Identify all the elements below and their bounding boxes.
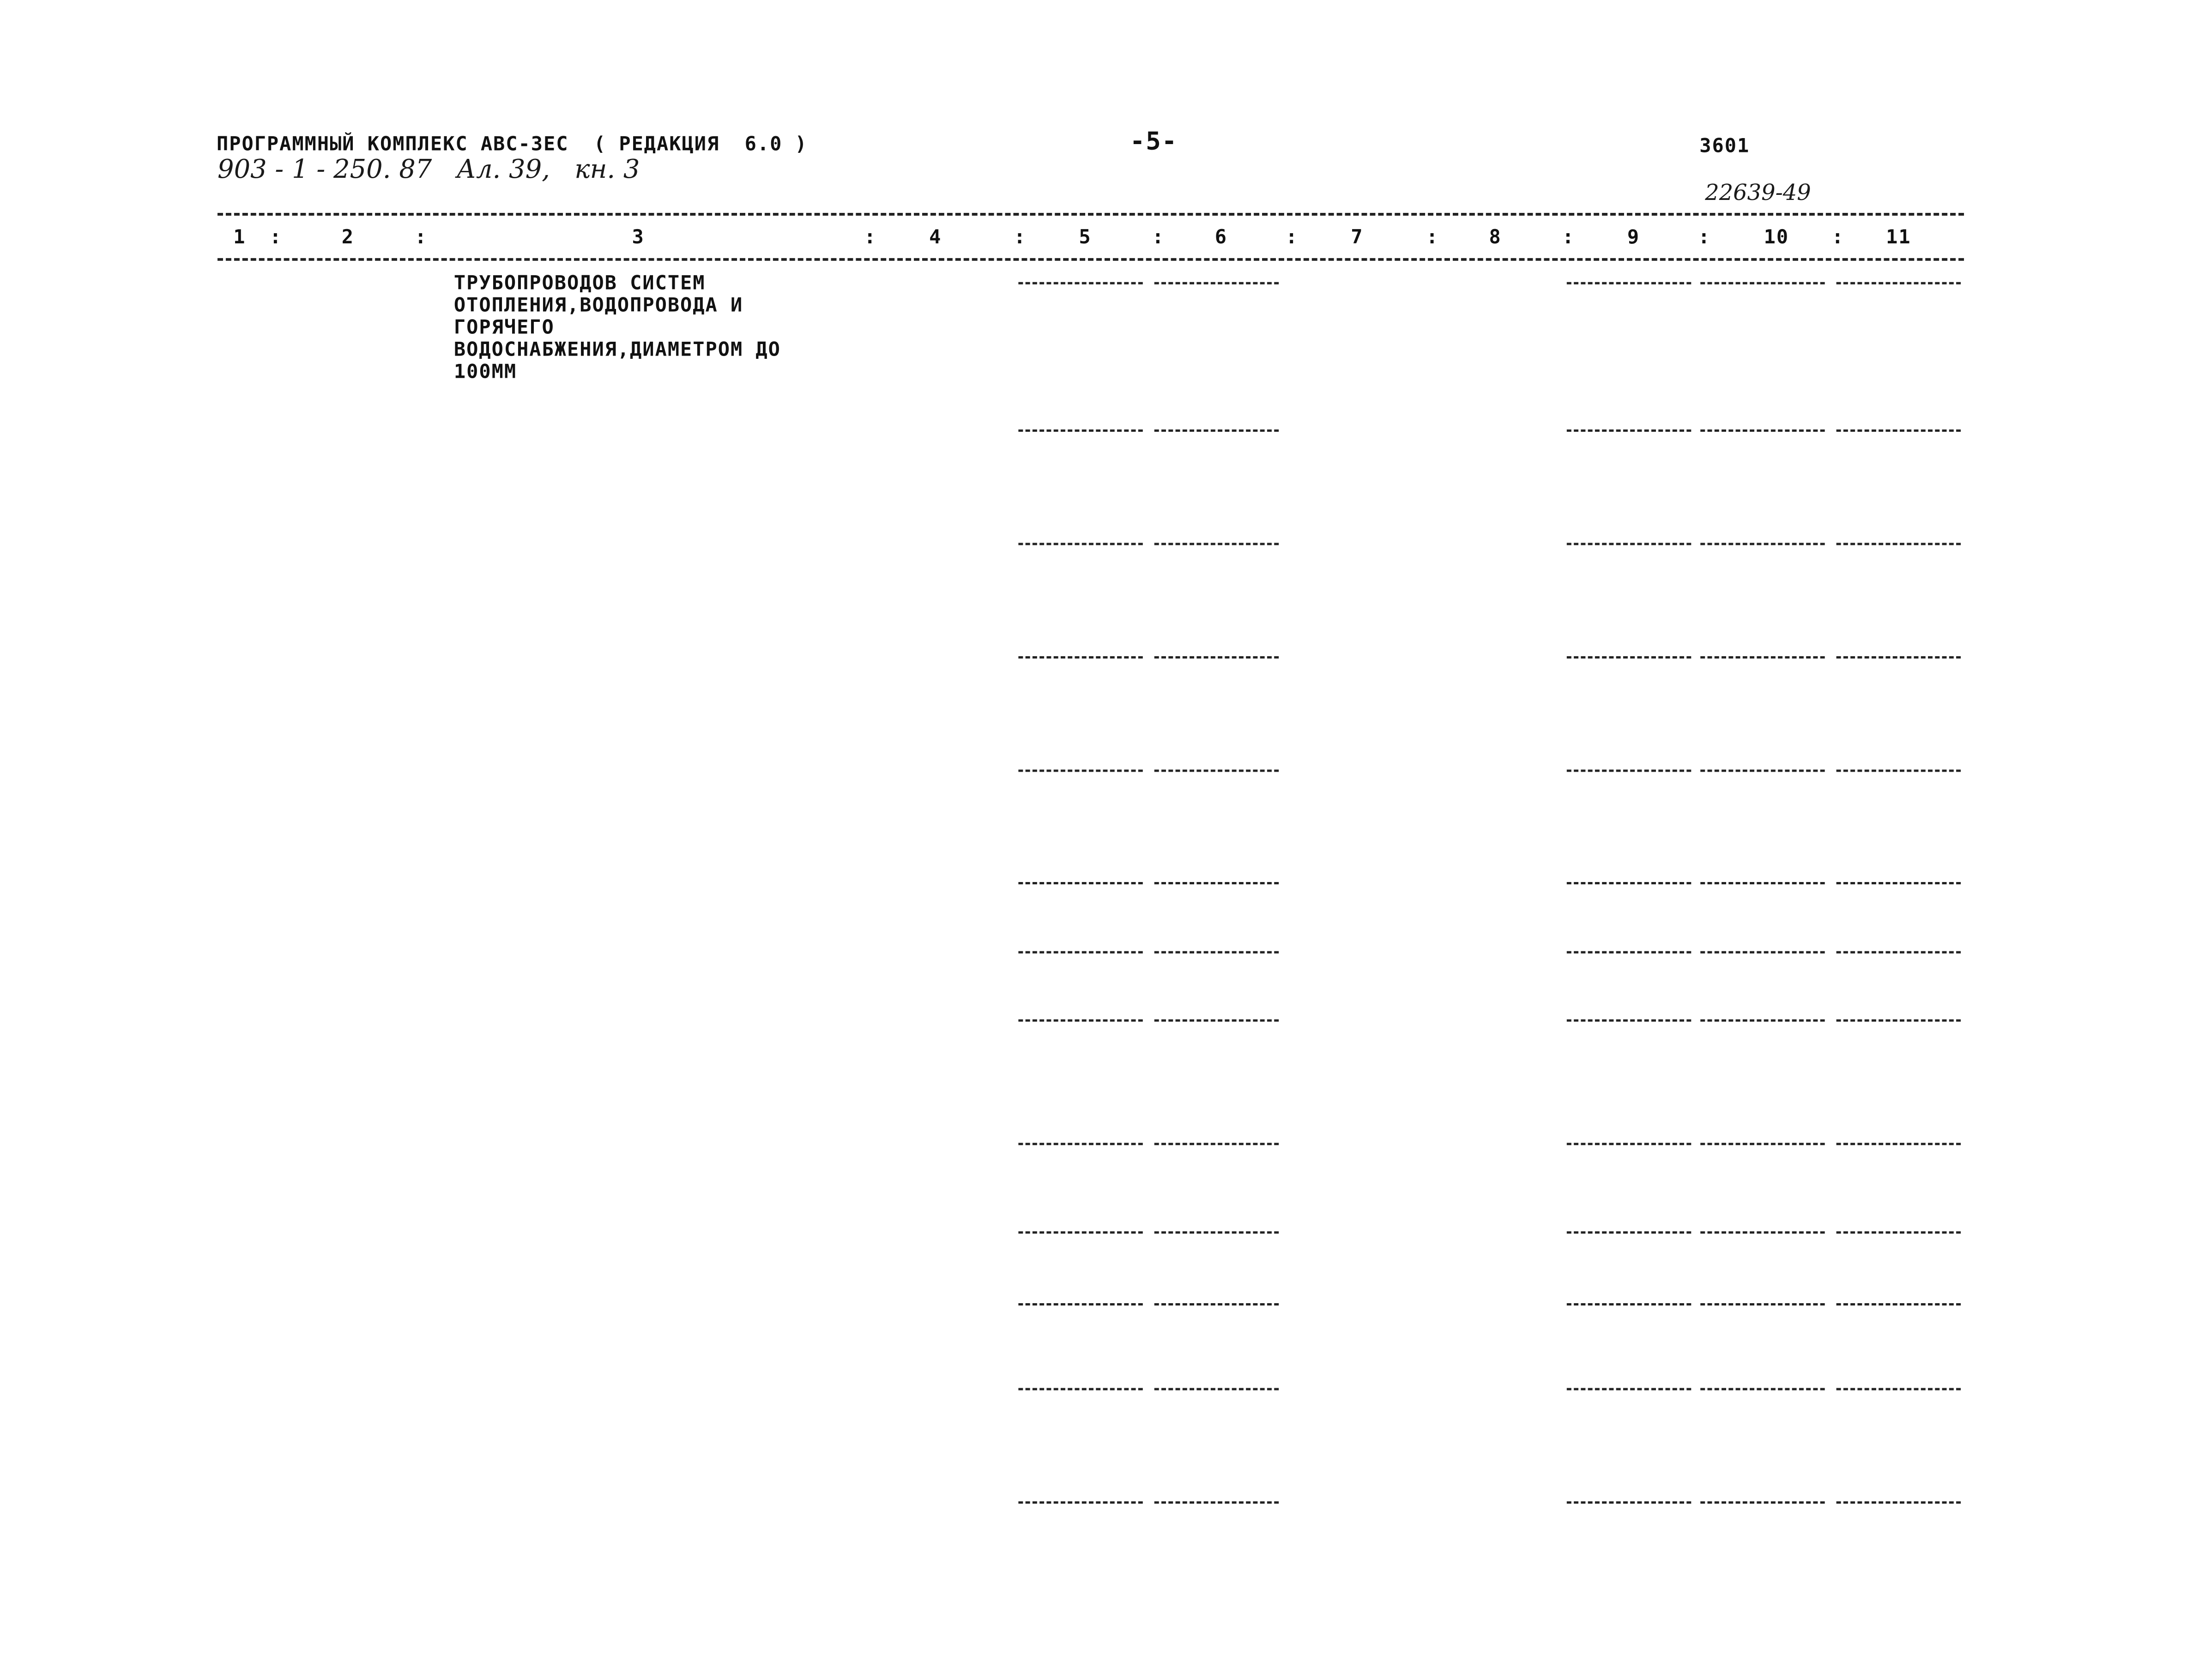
value-divider — [1700, 656, 1824, 659]
value-divider — [1018, 1303, 1142, 1305]
column-separator: : — [1426, 225, 1439, 248]
column-number: 8 — [1489, 225, 1502, 248]
value-divider — [1018, 1388, 1142, 1390]
value-divider — [1837, 656, 1961, 659]
value-divider — [1154, 543, 1279, 545]
column-number: 3 — [632, 225, 645, 248]
document-code: 3601 — [1699, 134, 1750, 157]
program-title: ПРОГРАММНЫЙ КОМПЛЕКС АВС-3ЕС ( РЕДАКЦИЯ 6.0 ) — [217, 132, 808, 155]
value-divider — [1154, 1303, 1279, 1305]
value-divider — [1700, 543, 1824, 545]
value-divider — [1154, 882, 1279, 884]
value-divider — [1700, 882, 1824, 884]
value-divider — [1018, 951, 1142, 954]
value-divider — [1567, 429, 1691, 432]
value-divider — [1567, 1231, 1691, 1233]
value-divider — [1018, 1143, 1142, 1145]
description-line: ТРУБОПРОВОДОВ СИСТЕМ — [453, 271, 706, 294]
page-number: -5- — [1130, 126, 1178, 156]
value-divider — [1154, 951, 1279, 954]
value-divider — [1837, 1143, 1961, 1145]
description-line: ОТОПЛЕНИЯ,ВОДОПРОВОДА И — [453, 293, 743, 316]
value-divider — [1567, 1019, 1691, 1021]
column-number: 9 — [1627, 225, 1640, 248]
value-divider — [1567, 882, 1691, 884]
value-divider — [1567, 656, 1691, 659]
value-divider — [1837, 1388, 1961, 1390]
value-divider — [1154, 1388, 1279, 1390]
value-divider — [1837, 1231, 1961, 1233]
column-separator: : — [1698, 225, 1711, 248]
upper-rule — [1837, 282, 1961, 284]
column-separator: : — [1152, 225, 1165, 248]
value-divider — [1837, 543, 1961, 545]
value-divider — [1154, 429, 1279, 432]
value-divider — [1018, 543, 1142, 545]
description-line: ГОРЯЧЕГО — [453, 315, 555, 338]
column-separator: : — [1831, 225, 1844, 248]
value-divider — [1567, 1501, 1691, 1504]
value-divider — [1154, 1501, 1279, 1504]
upper-rule — [1154, 282, 1279, 284]
column-separator: : — [415, 225, 428, 248]
header-rule-bottom — [217, 258, 1964, 261]
value-divider — [1154, 769, 1279, 772]
column-number: 2 — [341, 225, 355, 248]
column-number: 4 — [929, 225, 942, 248]
value-divider — [1700, 1143, 1824, 1145]
value-divider — [1837, 1019, 1961, 1021]
value-divider — [1837, 951, 1961, 954]
upper-rule — [1567, 282, 1691, 284]
value-divider — [1837, 1303, 1961, 1305]
value-divider — [1700, 1388, 1824, 1390]
value-divider — [1018, 1501, 1142, 1504]
handwritten-number: 22639-49 — [1705, 180, 1811, 206]
column-separator: : — [269, 225, 283, 248]
value-divider — [1837, 1501, 1961, 1504]
value-divider — [1700, 429, 1824, 432]
value-divider — [1154, 656, 1279, 659]
description-line: 100ММ — [453, 360, 517, 383]
value-divider — [1154, 1019, 1279, 1021]
value-divider — [1018, 429, 1142, 432]
value-divider — [1567, 951, 1691, 954]
value-divider — [1837, 769, 1961, 772]
value-divider — [1154, 1143, 1279, 1145]
value-divider — [1567, 1143, 1691, 1145]
value-divider — [1018, 656, 1142, 659]
column-number: 7 — [1351, 225, 1364, 248]
column-separator: : — [1014, 225, 1027, 248]
upper-rule — [1018, 282, 1142, 284]
column-separator: : — [864, 225, 877, 248]
value-divider — [1837, 882, 1961, 884]
value-divider — [1018, 769, 1142, 772]
value-divider — [1154, 1231, 1279, 1233]
value-divider — [1700, 1019, 1824, 1021]
value-divider — [1700, 1303, 1824, 1305]
value-divider — [1567, 769, 1691, 772]
value-divider — [1567, 1388, 1691, 1390]
header-rule-top — [217, 213, 1964, 216]
handwritten-reference: 903 - 1 - 250. 87 Ал. 39, кн. 3 — [217, 154, 640, 185]
description-line: ВОДОСНАБЖЕНИЯ,ДИАМЕТРОМ ДО — [453, 338, 781, 361]
value-divider — [1700, 769, 1824, 772]
value-divider — [1018, 882, 1142, 884]
column-number: 10 — [1764, 225, 1789, 248]
value-divider — [1567, 543, 1691, 545]
value-divider — [1700, 1501, 1824, 1504]
column-number: 11 — [1886, 225, 1911, 248]
value-divider — [1700, 951, 1824, 954]
upper-rule — [1700, 282, 1824, 284]
column-separator: : — [1562, 225, 1575, 248]
value-divider — [1567, 1303, 1691, 1305]
column-separator: : — [1286, 225, 1299, 248]
value-divider — [1837, 429, 1961, 432]
column-number: 1 — [233, 225, 246, 248]
column-number: 5 — [1079, 225, 1092, 248]
column-number: 6 — [1214, 225, 1228, 248]
value-divider — [1700, 1231, 1824, 1233]
value-divider — [1018, 1019, 1142, 1021]
value-divider — [1018, 1231, 1142, 1233]
